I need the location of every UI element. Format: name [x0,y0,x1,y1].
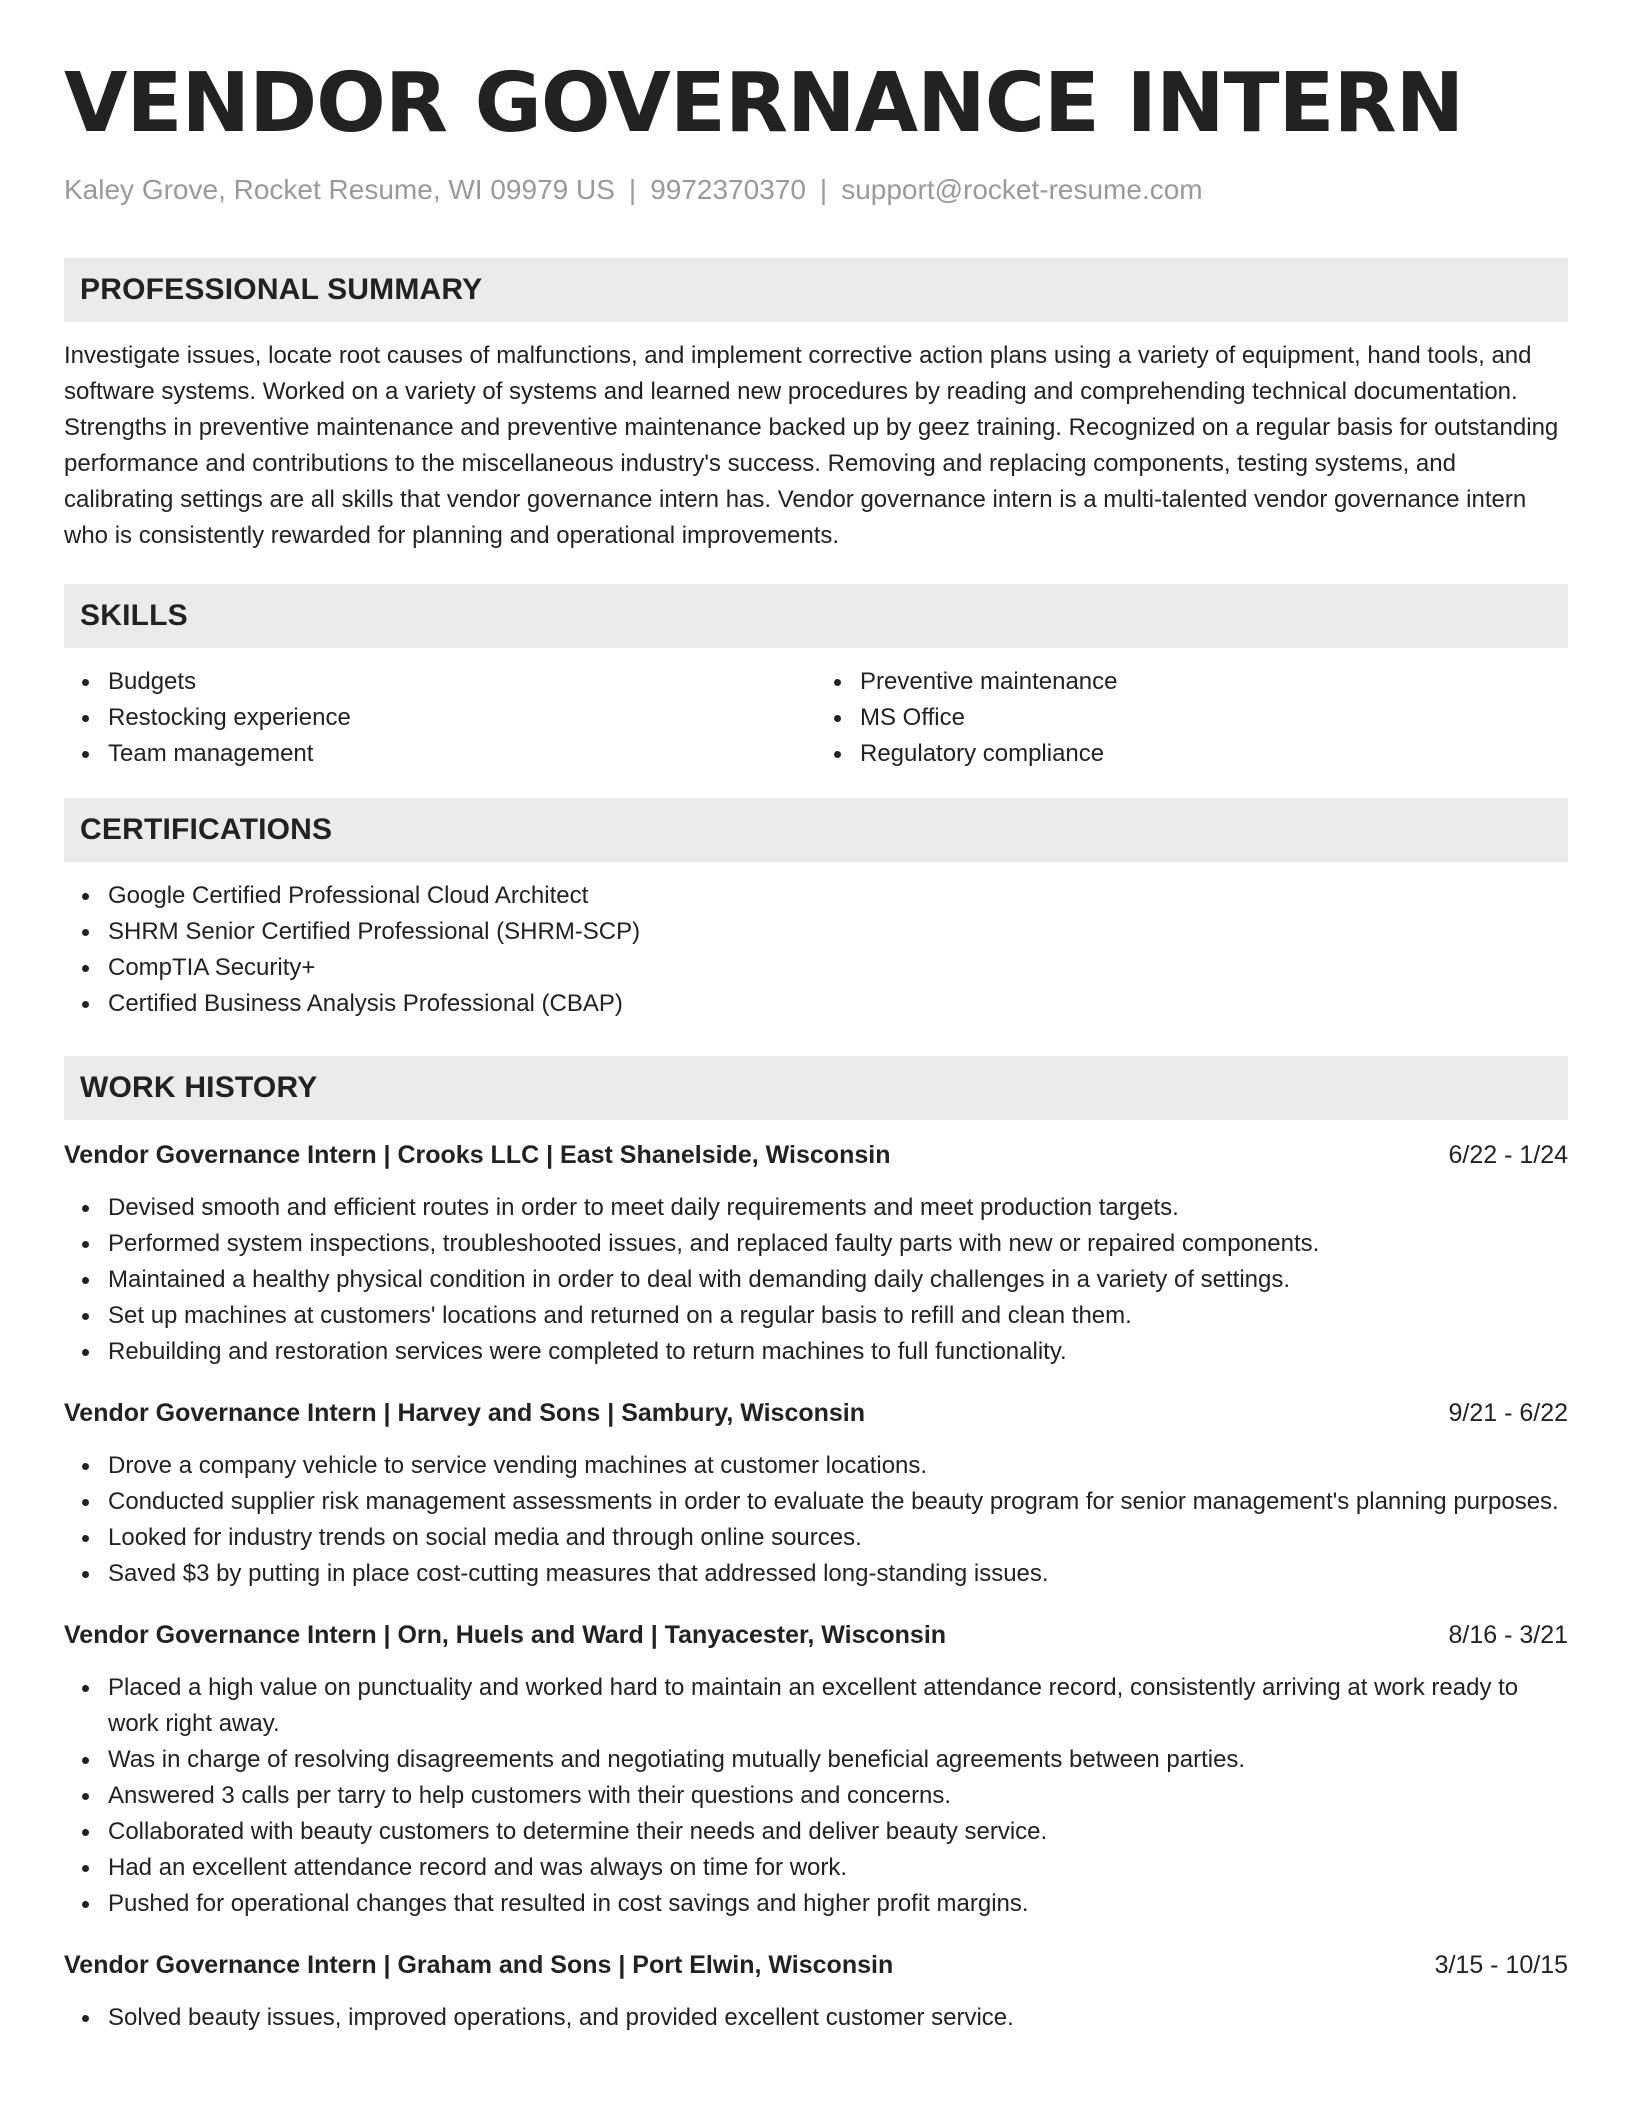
certifications-list [64,878,1568,1022]
skill-item: Team management [108,736,816,772]
job-dates: 3/15 - 10/15 [1434,1951,1568,1979]
job-bullet: Set up machines at customers' locations and returned on a regular basis to refill and clean them. [108,1298,1568,1334]
job-title-row [64,1948,1568,1982]
contact-address: Kaley Grove, Rocket Resume, WI 09979 US [64,174,615,205]
job-bullets [64,1670,1568,1922]
section-header-work-history: WORK HISTORY [64,1056,1568,1120]
job-entry [64,1948,1568,2036]
job-bullet: Saved $3 by putting in place cost-cutting measures that addressed long-standing issues. [108,1556,1568,1592]
candidate-name: VENDOR GOVERNANCE INTERN [64,56,1464,151]
contact-phone: 9972370370 [650,174,806,205]
certification-item: Certified Business Analysis Professional (CBAP) [108,986,1568,1022]
job-dates: 8/16 - 3/21 [1448,1621,1568,1649]
skill-item: Regulatory compliance [860,736,1568,772]
job-bullet: Maintained a healthy physical condition in order to deal with demanding daily challenges in a variety of settings. [108,1262,1568,1298]
skill-item: MS Office [860,700,1568,736]
job-bullet: Looked for industry trends on social media and through online sources. [108,1520,1568,1556]
skills-list [64,664,1568,772]
job-bullet: Collaborated with beauty customers to determine their needs and deliver beauty service. [108,1814,1568,1850]
section-header-skills: SKILLS [64,584,1568,648]
contact-separator: | [819,174,828,205]
job-entry [64,1618,1568,1922]
job-entry [64,1396,1568,1592]
certification-item: SHRM Senior Certified Professional (SHRM-SCP) [108,914,1568,950]
job-title: Vendor Governance Intern | Crooks LLC | East Shanelside, Wisconsin [64,1141,891,1169]
section-header-certifications: CERTIFICATIONS [64,798,1568,862]
certification-item: CompTIA Security+ [108,950,1568,986]
job-bullet: Pushed for operational changes that resulted in cost savings and higher profit margins. [108,1886,1568,1922]
job-bullet: Had an excellent attendance record and was always on time for work. [108,1850,1568,1886]
job-bullet: Drove a company vehicle to service vending machines at customer locations. [108,1448,1568,1484]
job-bullets [64,2000,1568,2036]
job-title: Vendor Governance Intern | Orn, Huels and Ward | Tanyacester, Wisconsin [64,1621,947,1649]
skill-item: Preventive maintenance [860,664,1568,700]
job-bullet: Conducted supplier risk management assessments in order to evaluate the beauty program for senior management's planning purposes. [108,1484,1568,1520]
job-title: Vendor Governance Intern | Harvey and Sons | Sambury, Wisconsin [64,1399,866,1427]
job-title: Vendor Governance Intern | Graham and Sons | Port Elwin, Wisconsin [64,1951,894,1979]
job-bullets [64,1448,1568,1592]
job-entry [64,1138,1568,1370]
summary-text: Investigate issues, locate root causes of malfunctions, and implement corrective action plans using a variety of equipment, hand tools, and software systems. Worked on a variety of systems and learned new procedures by reading and comprehending technical documentation. Strengths in preventive maintenance and preventive maintenance backed up by geez training. Recognized on a regular basis for outstanding performance and contributions to the miscellaneous industry's success. Removing and replacing components, testing systems, and calibrating settings are all skills that vendor governance intern has. Vendor governance intern is a multi-talented vendor governance intern who is consistently rewarded for planning and operational improvements. [64,342,1559,549]
skills-column-left [64,664,816,772]
job-bullet: Placed a high value on punctuality and worked hard to maintain an excellent attendance record, consistently arriving at work ready to work right away. [108,1670,1568,1742]
job-bullet: Answered 3 calls per tarry to help customers with their questions and concerns. [108,1778,1568,1814]
job-title-row [64,1138,1568,1172]
certification-item: Google Certified Professional Cloud Architect [108,878,1568,914]
contact-separator: | [628,174,637,205]
section-header-professional-summary: PROFESSIONAL SUMMARY [64,258,1568,322]
job-title-row [64,1396,1568,1430]
job-bullet: Performed system inspections, troubleshooted issues, and replaced faulty parts with new or repaired components. [108,1226,1568,1262]
job-title-row [64,1618,1568,1652]
job-dates: 6/22 - 1/24 [1448,1141,1568,1169]
contact-line [64,172,1568,208]
skills-column-right [816,664,1568,772]
skill-item: Restocking experience [108,700,816,736]
job-bullet: Solved beauty issues, improved operations, and provided excellent customer service. [108,2000,1568,2036]
contact-email: support@rocket-resume.com [841,174,1203,205]
job-bullets [64,1190,1568,1370]
skill-item: Budgets [108,664,816,700]
job-bullet: Devised smooth and efficient routes in order to meet daily requirements and meet production targets. [108,1190,1568,1226]
job-bullet: Rebuilding and restoration services were completed to return machines to full functionality. [108,1334,1568,1370]
job-dates: 9/21 - 6/22 [1448,1399,1568,1427]
job-bullet: Was in charge of resolving disagreements and negotiating mutually beneficial agreements between parties. [108,1742,1568,1778]
